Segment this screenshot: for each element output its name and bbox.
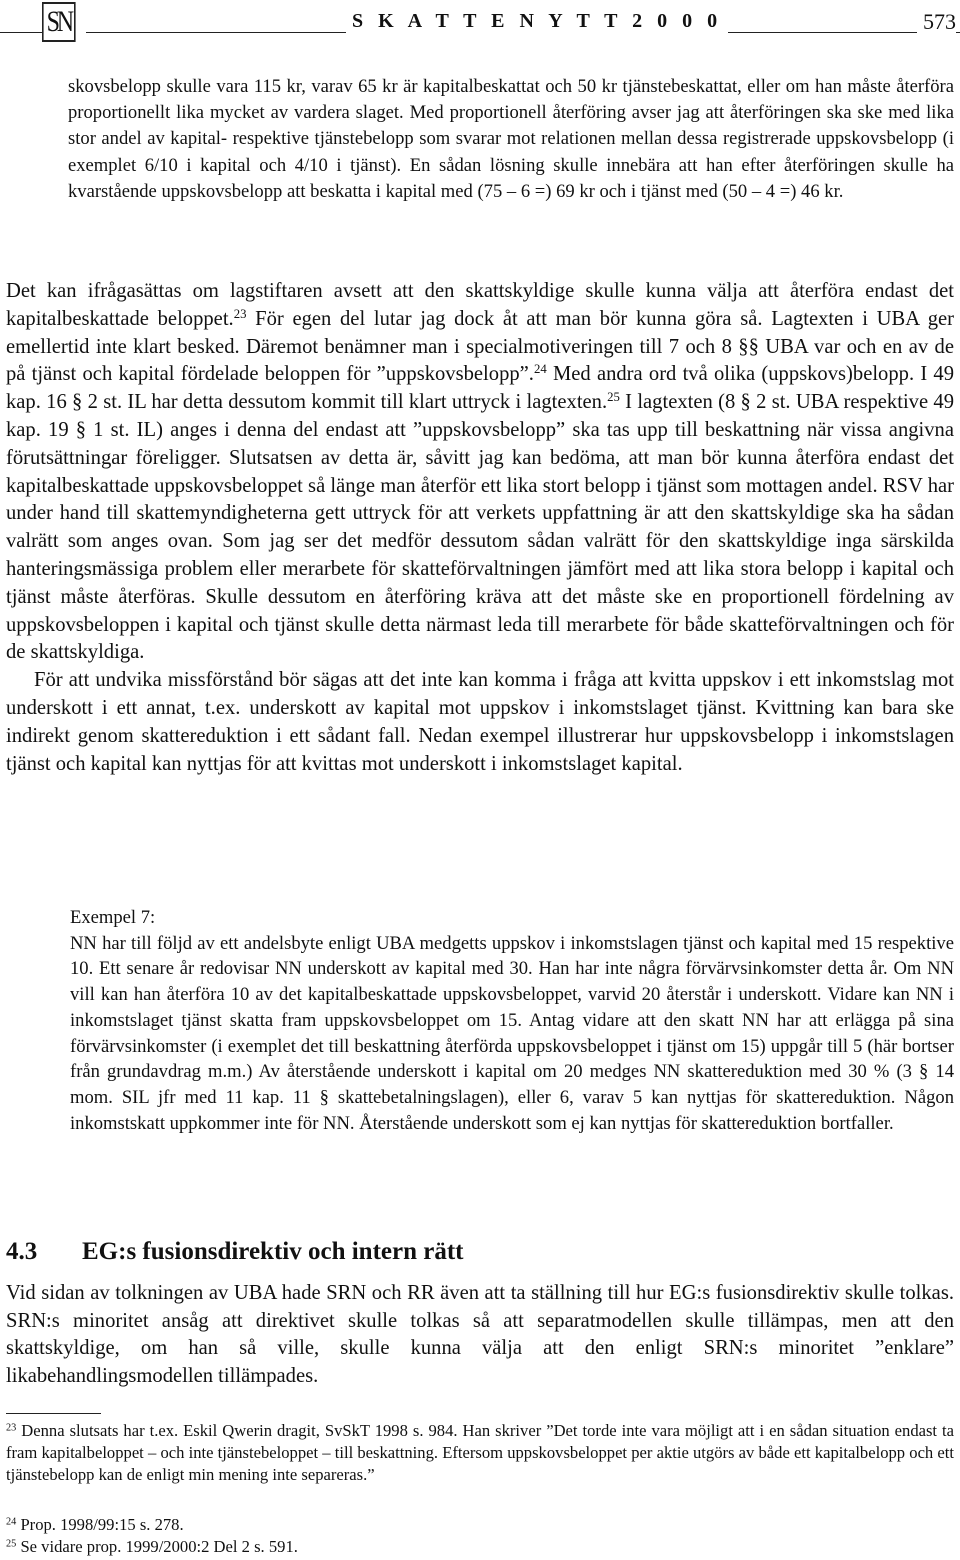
section-heading	[6, 1238, 954, 1266]
example-box	[70, 905, 954, 1136]
body-text: För egen del lutar jag dock åt att man bör kunna göra så. Lagtexten i UBA ger emellertid inte klart besked. Däremot benämner man i specialmotiveringen till 7 och 8 §§ UBA var och en av de på tjänst och kapital fördelade beloppen för ”uppskovsbelopp”.	[6, 307, 954, 386]
footnote	[6, 1514, 954, 1536]
quoted-paragraph: skovsbelopp skulle vara 115 kr, varav 65 kr är kapitalbeskattat och 50 kr tjänstebeskattat, eller om han måste återföra proportionellt lika mycket av vardera slaget. Med proportionell återföring avser jag att återföringen ska ske med lika stor andel av kapital- respektive tjänstebelopp som svarar mot relationen mellan dessa registrerade uppskovsbelopp (i exemplet 6/10 i kapital och 4/10 i tjänst). En sådan lösning skulle innebära att han efter återföringen skulle ha kvarstående uppskovsbelopp att beskatta i kapital med (75 – 6 =) 69 kr och i tjänst med (50 – 4 =) 46 kr.	[68, 76, 954, 202]
header-rule	[0, 32, 42, 33]
footnote-number: 25	[6, 1538, 17, 1550]
footnote-text: Prop. 1998/99:15 s. 278.	[20, 1515, 184, 1534]
section-title: EG:s fusionsdirektiv och intern rätt	[82, 1238, 464, 1265]
example-title: Exempel 7:	[70, 907, 156, 928]
section-paragraph: Vid sidan av tolkningen av UBA hade SRN och RR även att ta ställning till hur EG:s fusionsdirektiv skulle tolkas. SRN:s minoritet ansåg att direktivet skulle tolkas så att separatmodellen skulle tillämpas, men att den skattskyldige, om han så ville, skulle kunna välja att den enligt SRN:s minoritet ”enklare” likabehandlingsmodellen tillämpades.	[6, 1282, 954, 1387]
page-number: 573	[917, 9, 956, 35]
footnote-ref[interactable]: 24	[533, 362, 547, 377]
footnote-number: 24	[6, 1516, 17, 1528]
journal-logo: SN	[42, 2, 76, 42]
journal-title: S K A T T E N Y T T 2 0 0 0	[346, 10, 728, 33]
body-paragraph	[6, 278, 954, 778]
section-number: 4.3	[6, 1238, 38, 1265]
footnote	[6, 1420, 954, 1486]
footnote-text: Se vidare prop. 1999/2000:2 Del 2 s. 591.	[20, 1537, 298, 1556]
body-paragraph-continued: För att undvika missförstånd bör sägas att det inte kan komma i fråga att kvitta uppskov i ett inkomstslag mot underskott i ett annat, t.ex. underskott av kapital mot uppskov i inkomstslaget tjänst. Kvittning kan bara ske indirekt genom skattereduktion i ett sådant fall. Nedan exempel illustrerar hur uppskovsbelopp i inkomstslagen tjänst och kapital kan nyttjas för att kvittas mot underskott i inkomstslaget kapital.	[6, 669, 954, 775]
body-text: I lagtexten (8 § 2 st. UBA respektive 49 kap. 19 § 1 st. IL) anges i denna del endast att ”uppskovsbelopp” ska tas upp till beskattning när vissa angivna förutsättningar föreligger. Slutsatsen av detta är, såvitt jag kan bedöma, att man bör kunna återföra endast det kapitalbeskattade uppskovsbeloppet så länge man återför ett lika stort belopp i tjänst som mottagen andel. RSV har under hand till skattemyndigheterna gett uttryck för att verkets uppfattning är att den skattskyldige ska ha sådan valrätt som anges ovan. Som jag ser det medför dessutom sådan valrätt för den skattskyldige inga särskilda hanteringsmässiga problem eller merarbete för skatteförvaltningen jämfört med att lika stora belopp i kapital och tjänst måste återföras. Skulle dessutom en återföring kräva att det måste ske en proportionell fördelning av uppskovsbeloppen i kapital och tjänst skulle detta närmast leda till merarbete för både skatteförvaltningen och för de skattskyldiga.	[6, 391, 954, 664]
example-text: NN har till följd av ett andelsbyte enligt UBA medgetts uppskov i inkomstslagen tjänst och kapital med 15 respektive 10. Ett senare år redovisar NN underskott av kapital med 30. Han har inte några förvärvsinkomster detta år. Om NN vill kan han återföra 10 av det kapitalbeskattade uppskovsbeloppet, varvid 20 återstår i underskott. Vidare kan NN i inkomstslaget tjänst skatta fram uppskovsbeloppet om 15. Antag vidare att den skatt NN har att erlägga på sina förvärvsinkomster (i exemplet det till beskattning återförda uppskovsbeloppet i tjänst om 15) uppgår till 5 (här bortser från grundavdrag m.m.) Av återstående underskott i kapital om 20 medges NN skattereduktion med 30 % (3 § 14 mom. SIL jfr med 11 kap. 11 § skattebetalningslagen), eller 6, varav 5 kan nyttjas för skattereduktion. Någon inkomstskatt uppkommer inte för NN. Återstående underskott som ej kan nyttjas för skattereduktion bortfaller.	[70, 932, 954, 1134]
footnote-divider	[6, 1413, 101, 1414]
footnote	[6, 1536, 954, 1558]
footnote-text: Denna slutsats har t.ex. Eskil Qwerin dragit, SvSkT 1998 s. 984. Han skriver ”Det torde inte vara möjligt att i en sådan situation endast ta fram kapitalbeloppet – och inte tjänstebeloppet – till beskattning. Eftersom uppskovsbeloppet per aktie utgörs av både ett kapitalbelopp och ett tjänstebelopp kan de enligt min mening inte separeras.”	[6, 1421, 955, 1484]
footnote-ref[interactable]: 25	[607, 390, 620, 405]
page-header	[0, 0, 960, 50]
body-text: Med andra ord två olika (uppskovs)belopp. I 49 kap. 16 § 2 st. IL har detta dessutom kommit till klart uttryck i lagtexten.	[6, 363, 954, 414]
footnote-ref[interactable]: 23	[233, 306, 247, 321]
body-text: Det kan ifrågasättas om lagstiftaren avsett att den skattskyldige skulle kunna välja att återföra endast det kapitalbeskattade beloppet.	[6, 280, 954, 330]
footnote-number: 23	[6, 1422, 17, 1434]
